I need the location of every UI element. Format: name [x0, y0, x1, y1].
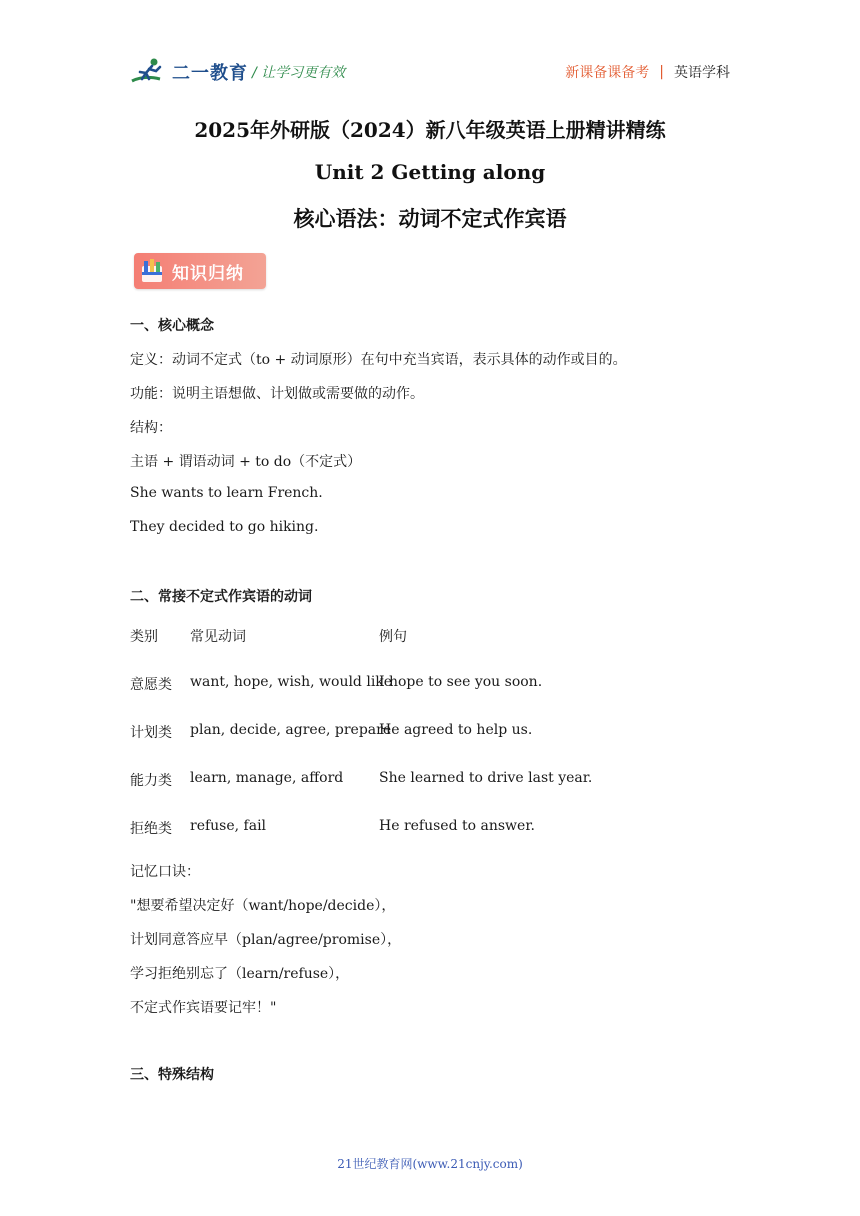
header-right — [565, 62, 730, 82]
header-subject: 英语学科 — [674, 65, 730, 81]
mnemonic-line: 不定式作宾语要记牢！" — [130, 1000, 277, 1016]
header-tag: 新课备课备考 — [565, 65, 650, 81]
logo — [130, 56, 248, 88]
table-cell: I hope to see you soon. — [379, 674, 543, 690]
knowledge-summary-badge — [134, 253, 266, 289]
table-cell: 能力类 — [130, 773, 172, 789]
slogan: / 让学习更有效 — [252, 65, 346, 81]
structure-label: 结构： — [130, 420, 172, 436]
table-header: 例句 — [379, 629, 407, 645]
table-cell: want, hope, wish, would like — [190, 674, 393, 690]
section1-heading: 一、核心概念 — [130, 318, 214, 334]
footer-link[interactable]: 21世纪教育网(www.21cnjy.com) — [337, 1157, 523, 1171]
mnemonic-line: 计划同意答应早（plan/agree/promise）， — [130, 932, 402, 948]
header-separator: | — [659, 64, 664, 80]
table-header: 类别 — [130, 629, 158, 645]
table-header: 常见动词 — [190, 629, 246, 645]
mnemonic-label: 记忆口诀： — [130, 864, 200, 880]
table-cell: 计划类 — [130, 725, 172, 741]
structure-formula: 主语 + 谓语动词 + to do（不定式） — [130, 454, 362, 470]
table-cell: learn, manage, afford — [190, 770, 344, 786]
function-text: 功能：说明主语想做、计划做或需要做的动作。 — [130, 386, 424, 402]
table-cell: He agreed to help us. — [379, 722, 533, 738]
unit-title: Unit 2 Getting along — [314, 160, 546, 184]
badge-label: 知识归纳 — [172, 263, 244, 284]
table-cell: plan, decide, agree, prepare — [190, 722, 392, 738]
table-cell: She learned to drive last year. — [379, 770, 593, 786]
table-cell: 意愿类 — [130, 677, 172, 693]
page-header — [130, 54, 730, 90]
table-cell: refuse, fail — [190, 818, 267, 834]
example-sentence: They decided to go hiking. — [130, 519, 319, 535]
table-cell: 拒绝类 — [130, 821, 172, 837]
runner-logo-icon — [130, 57, 170, 87]
book-icon — [140, 258, 164, 284]
topic-title: 核心语法：动词不定式作宾语 — [293, 206, 567, 231]
section2-heading: 二、常接不定式作宾语的动词 — [130, 589, 312, 605]
main-title: 2025年外研版（2024）新八年级英语上册精讲精练 — [194, 118, 666, 142]
table-cell: He refused to answer. — [379, 818, 535, 834]
example-sentence: She wants to learn French. — [130, 485, 323, 501]
section3-heading: 三、特殊结构 — [130, 1067, 214, 1083]
definition-text: 定义：动词不定式（to + 动词原形）在句中充当宾语，表示具体的动作或目的。 — [130, 352, 627, 368]
mnemonic-line: 学习拒绝别忘了（learn/refuse）， — [130, 966, 350, 982]
logo-text: 二一教育 — [172, 63, 248, 84]
mnemonic-line: "想要希望决定好（want/hope/decide）， — [130, 898, 396, 914]
